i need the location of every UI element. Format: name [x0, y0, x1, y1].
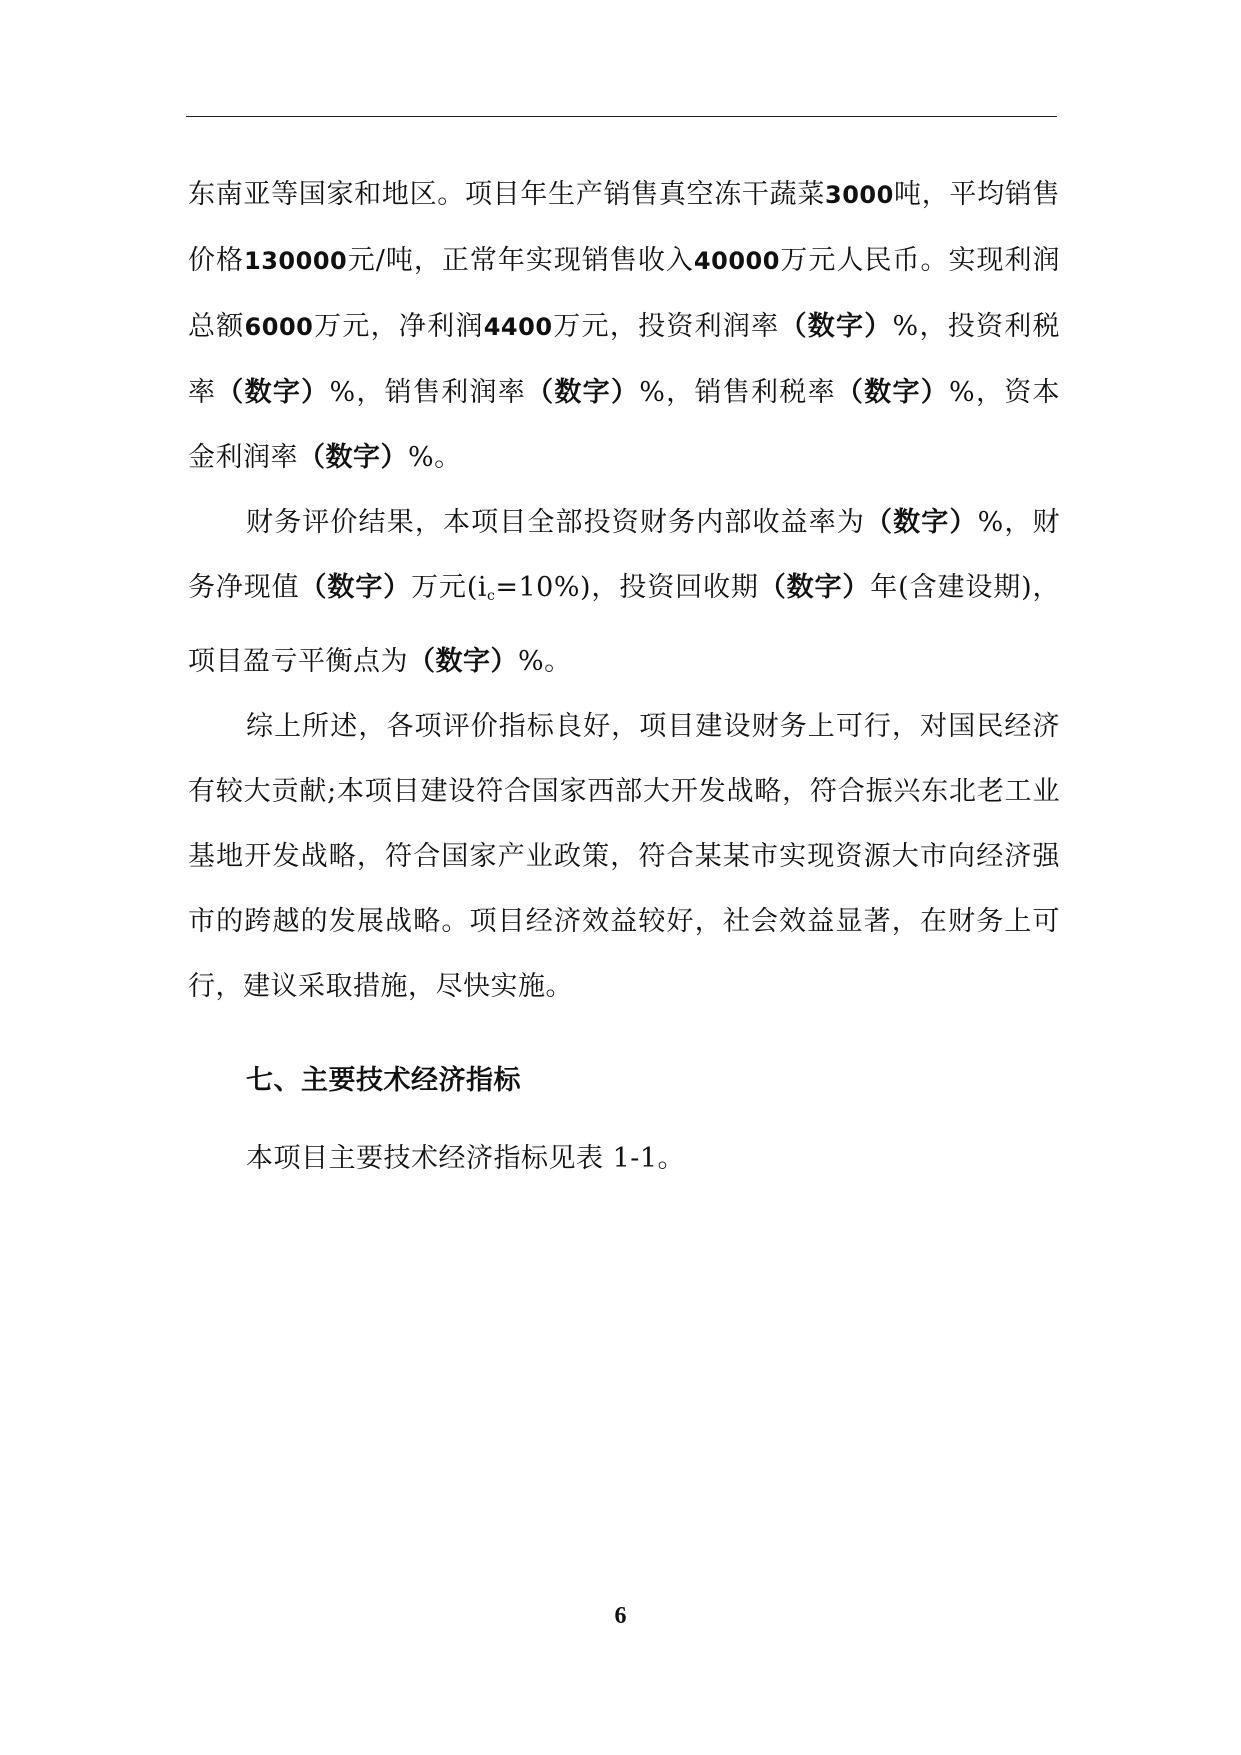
text-run: 年(含建设期)，项目盈亏平衡点为: [188, 572, 1061, 677]
text-run: %，销售利润率: [329, 377, 527, 408]
paragraph-conclusion: 综上所述，各项评价指标良好，项目建设财务上可行，对国民经济有较大贡献;本项目建设符合国家西部大开发战略，符合振兴东北老工业基地开发战略，符合国家产业政策，符合某某市实现资源大市向经济强市的跨越的发展战略。项目经济效益较好，社会效益显著，在财务上可行，建议采取措施，尽快实施。: [188, 711, 1060, 1002]
document-body: [188, 162, 1060, 1019]
text-run: 万元人民币。实现利润总额: [188, 245, 1060, 342]
text-run: %，财务净现值: [188, 507, 1061, 603]
text-run: 吨，平均销售价格: [188, 179, 1061, 276]
placeholder-number: （数字）: [865, 507, 978, 538]
number-sales-revenue: 40000: [693, 247, 780, 275]
section-heading: 七、主要技术经济指标: [246, 1065, 521, 1096]
paragraph-financial-evaluation: [188, 490, 1060, 694]
text-run: 万元，净利润: [313, 311, 484, 342]
header-rule: [186, 116, 1057, 117]
text-run: %，资本金利润率: [188, 377, 1061, 473]
text-run: =10%)，投资回收期: [495, 572, 759, 603]
text-run: 财务评价结果，本项目全部投资财务内部收益率为: [246, 507, 866, 538]
placeholder-number: （数字）: [526, 377, 640, 408]
page-number: 6: [614, 1603, 627, 1629]
text-run: %。: [408, 442, 462, 473]
paragraph-sales-profit: [188, 162, 1060, 490]
text-run: %。: [518, 646, 572, 677]
number-net-profit: 4400: [483, 313, 553, 341]
placeholder-number: （数字）: [298, 442, 408, 473]
placeholder-number: （数字）: [216, 377, 330, 408]
text-run: 万元(i: [411, 572, 488, 603]
number-total-profit: 6000: [244, 313, 314, 341]
subscript-c: c: [487, 588, 496, 604]
text-run: %，投资利税率: [188, 311, 1061, 408]
placeholder-number: （数字）: [408, 646, 518, 677]
placeholder-number: （数字）: [758, 572, 871, 603]
placeholder-number: （数字）: [779, 311, 893, 342]
placeholder-number: （数字）: [835, 377, 950, 408]
text-run: 东南亚等国家和地区。项目年生产销售真空冻干蔬菜: [188, 179, 826, 210]
section-body: [246, 1126, 1057, 1191]
text-run: 元/吨，正常年实现销售收入: [347, 245, 694, 276]
text-run: 万元，投资利润率: [552, 311, 780, 342]
number-unit-price: 130000: [244, 247, 348, 275]
text-run: %，销售利税率: [639, 377, 836, 408]
number-annual-output: 3000: [825, 181, 894, 209]
placeholder-number: （数字）: [299, 572, 412, 603]
paragraph-table-reference: 本项目主要技术经济指标见表 1-1。: [246, 1143, 686, 1174]
